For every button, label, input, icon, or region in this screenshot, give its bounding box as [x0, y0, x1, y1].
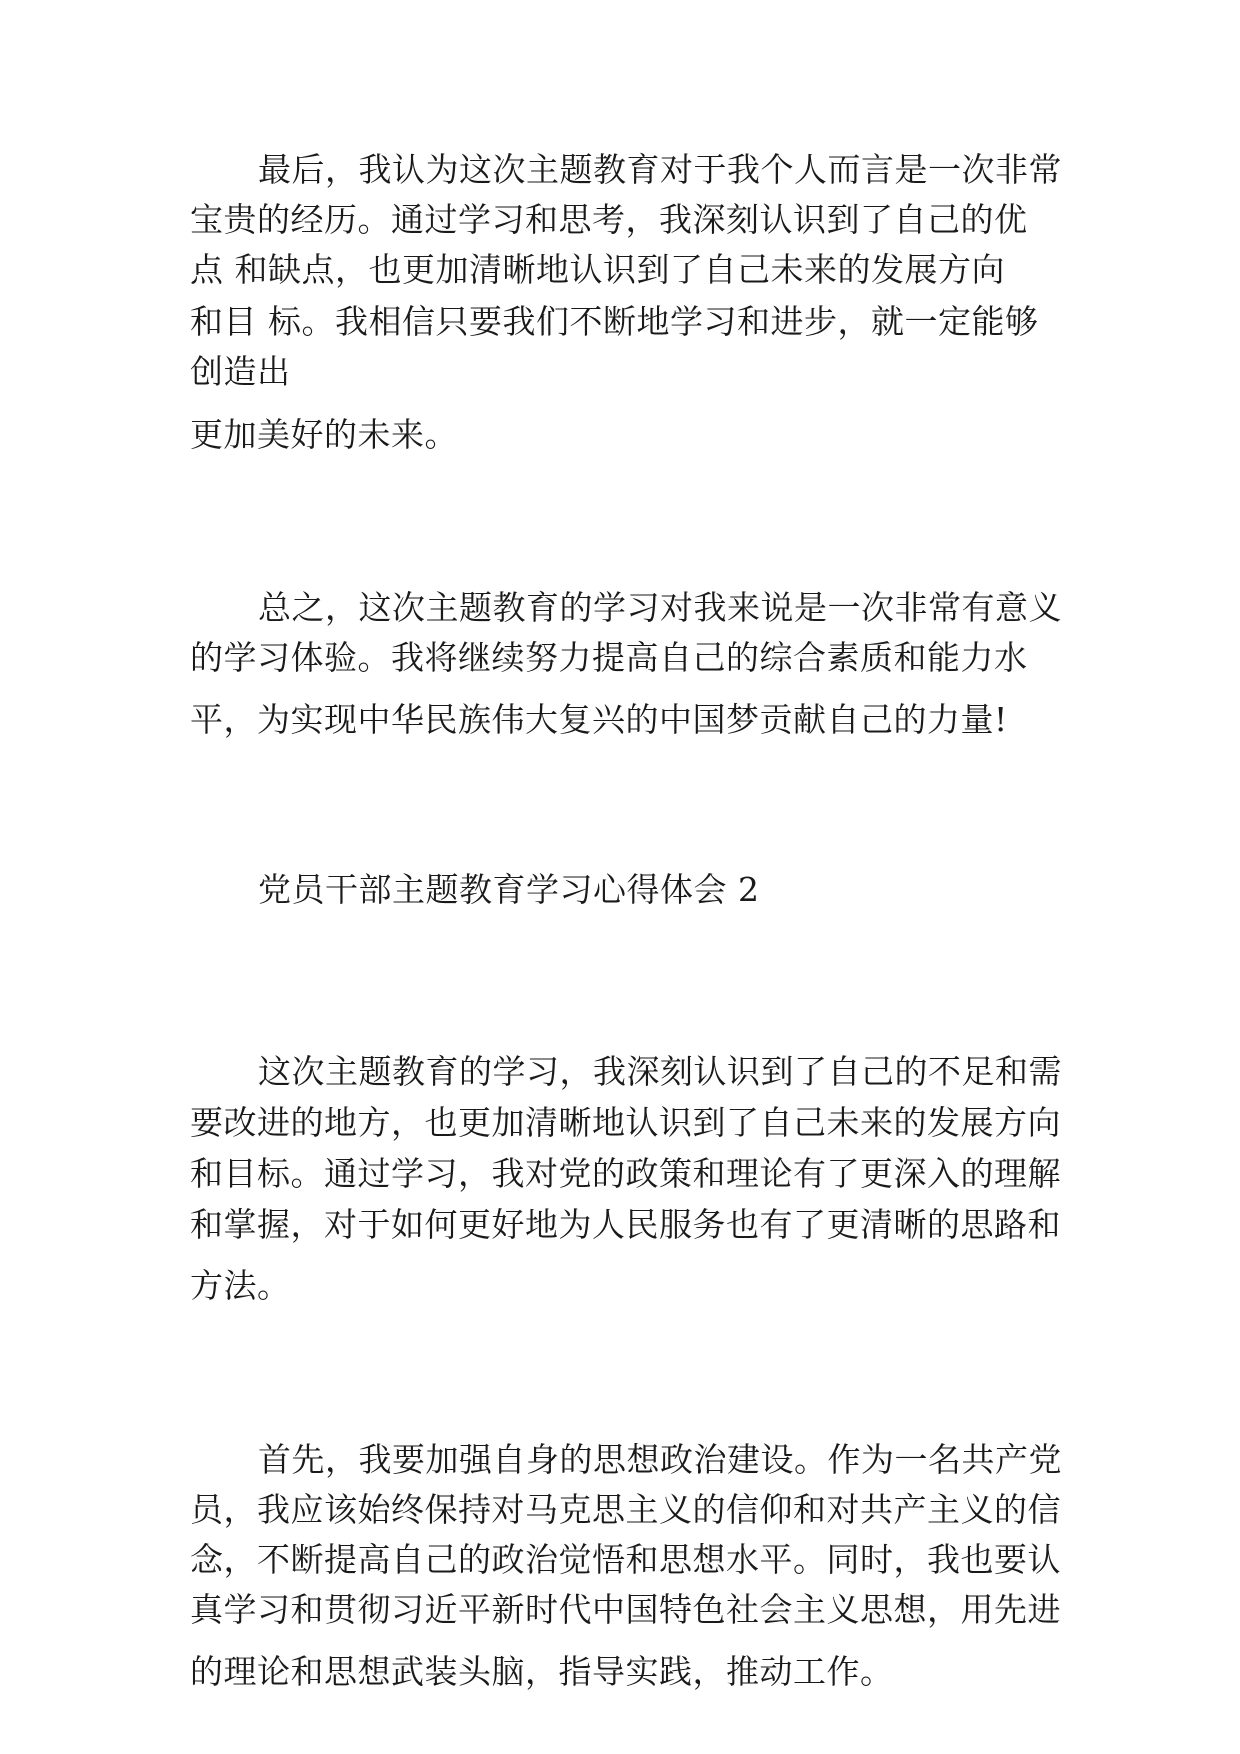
paragraph-3-line-2: 要改进的地方，也更加清晰地认识到了自己未来的发展方向	[190, 1103, 1061, 1142]
section-heading: 党员干部主题教育学习心得体会 2	[258, 870, 760, 909]
paragraph-1-line-5: 创造出	[190, 352, 291, 391]
paragraph-3-line-3: 和目标。通过学习，我对党的政策和理论有了更深入的理解	[190, 1154, 1061, 1193]
paragraph-4-line-3: 念，不断提高自己的政治觉悟和思想水平。同时，我也要认	[190, 1540, 1061, 1579]
paragraph-1-line-4: 和目 标。我相信只要我们不断地学习和进步，就一定能够	[190, 302, 1039, 341]
paragraph-2-line-3: 平，为实现中华民族伟大复兴的中国梦贡献自己的力量!	[190, 700, 1008, 739]
paragraph-1-line-3: 点 和缺点，也更加清晰地认识到了自己未来的发展方向	[190, 250, 1005, 289]
paragraph-3-line-5: 方法。	[190, 1266, 291, 1305]
paragraph-1-line-6: 更加美好的未来。	[190, 415, 458, 454]
paragraph-1-line-2: 宝贵的经历。通过学习和思考，我深刻认识到了自己的优	[190, 200, 1028, 239]
paragraph-3-line-1: 这次主题教育的学习，我深刻认识到了自己的不足和需	[258, 1052, 1062, 1091]
paragraph-2-line-1: 总之，这次主题教育的学习对我来说是一次非常有意义	[258, 588, 1062, 627]
paragraph-4-line-2: 员，我应该始终保持对马克思主义的信仰和对共产主义的信	[190, 1490, 1061, 1529]
paragraph-1-line-1: 最后，我认为这次主题教育对于我个人而言是一次非常	[258, 150, 1062, 189]
paragraph-3-line-4: 和掌握，对于如何更好地为人民服务也有了更清晰的思路和	[190, 1205, 1061, 1244]
paragraph-2-line-2: 的学习体验。我将继续努力提高自己的综合素质和能力水	[190, 638, 1028, 677]
paragraph-4-line-1: 首先，我要加强自身的思想政治建设。作为一名共产党	[258, 1440, 1062, 1479]
paragraph-4-line-4: 真学习和贯彻习近平新时代中国特色社会主义思想，用先进	[190, 1590, 1061, 1629]
paragraph-4-line-5: 的理论和思想武装头脑，指导实践，推动工作。	[190, 1652, 894, 1691]
